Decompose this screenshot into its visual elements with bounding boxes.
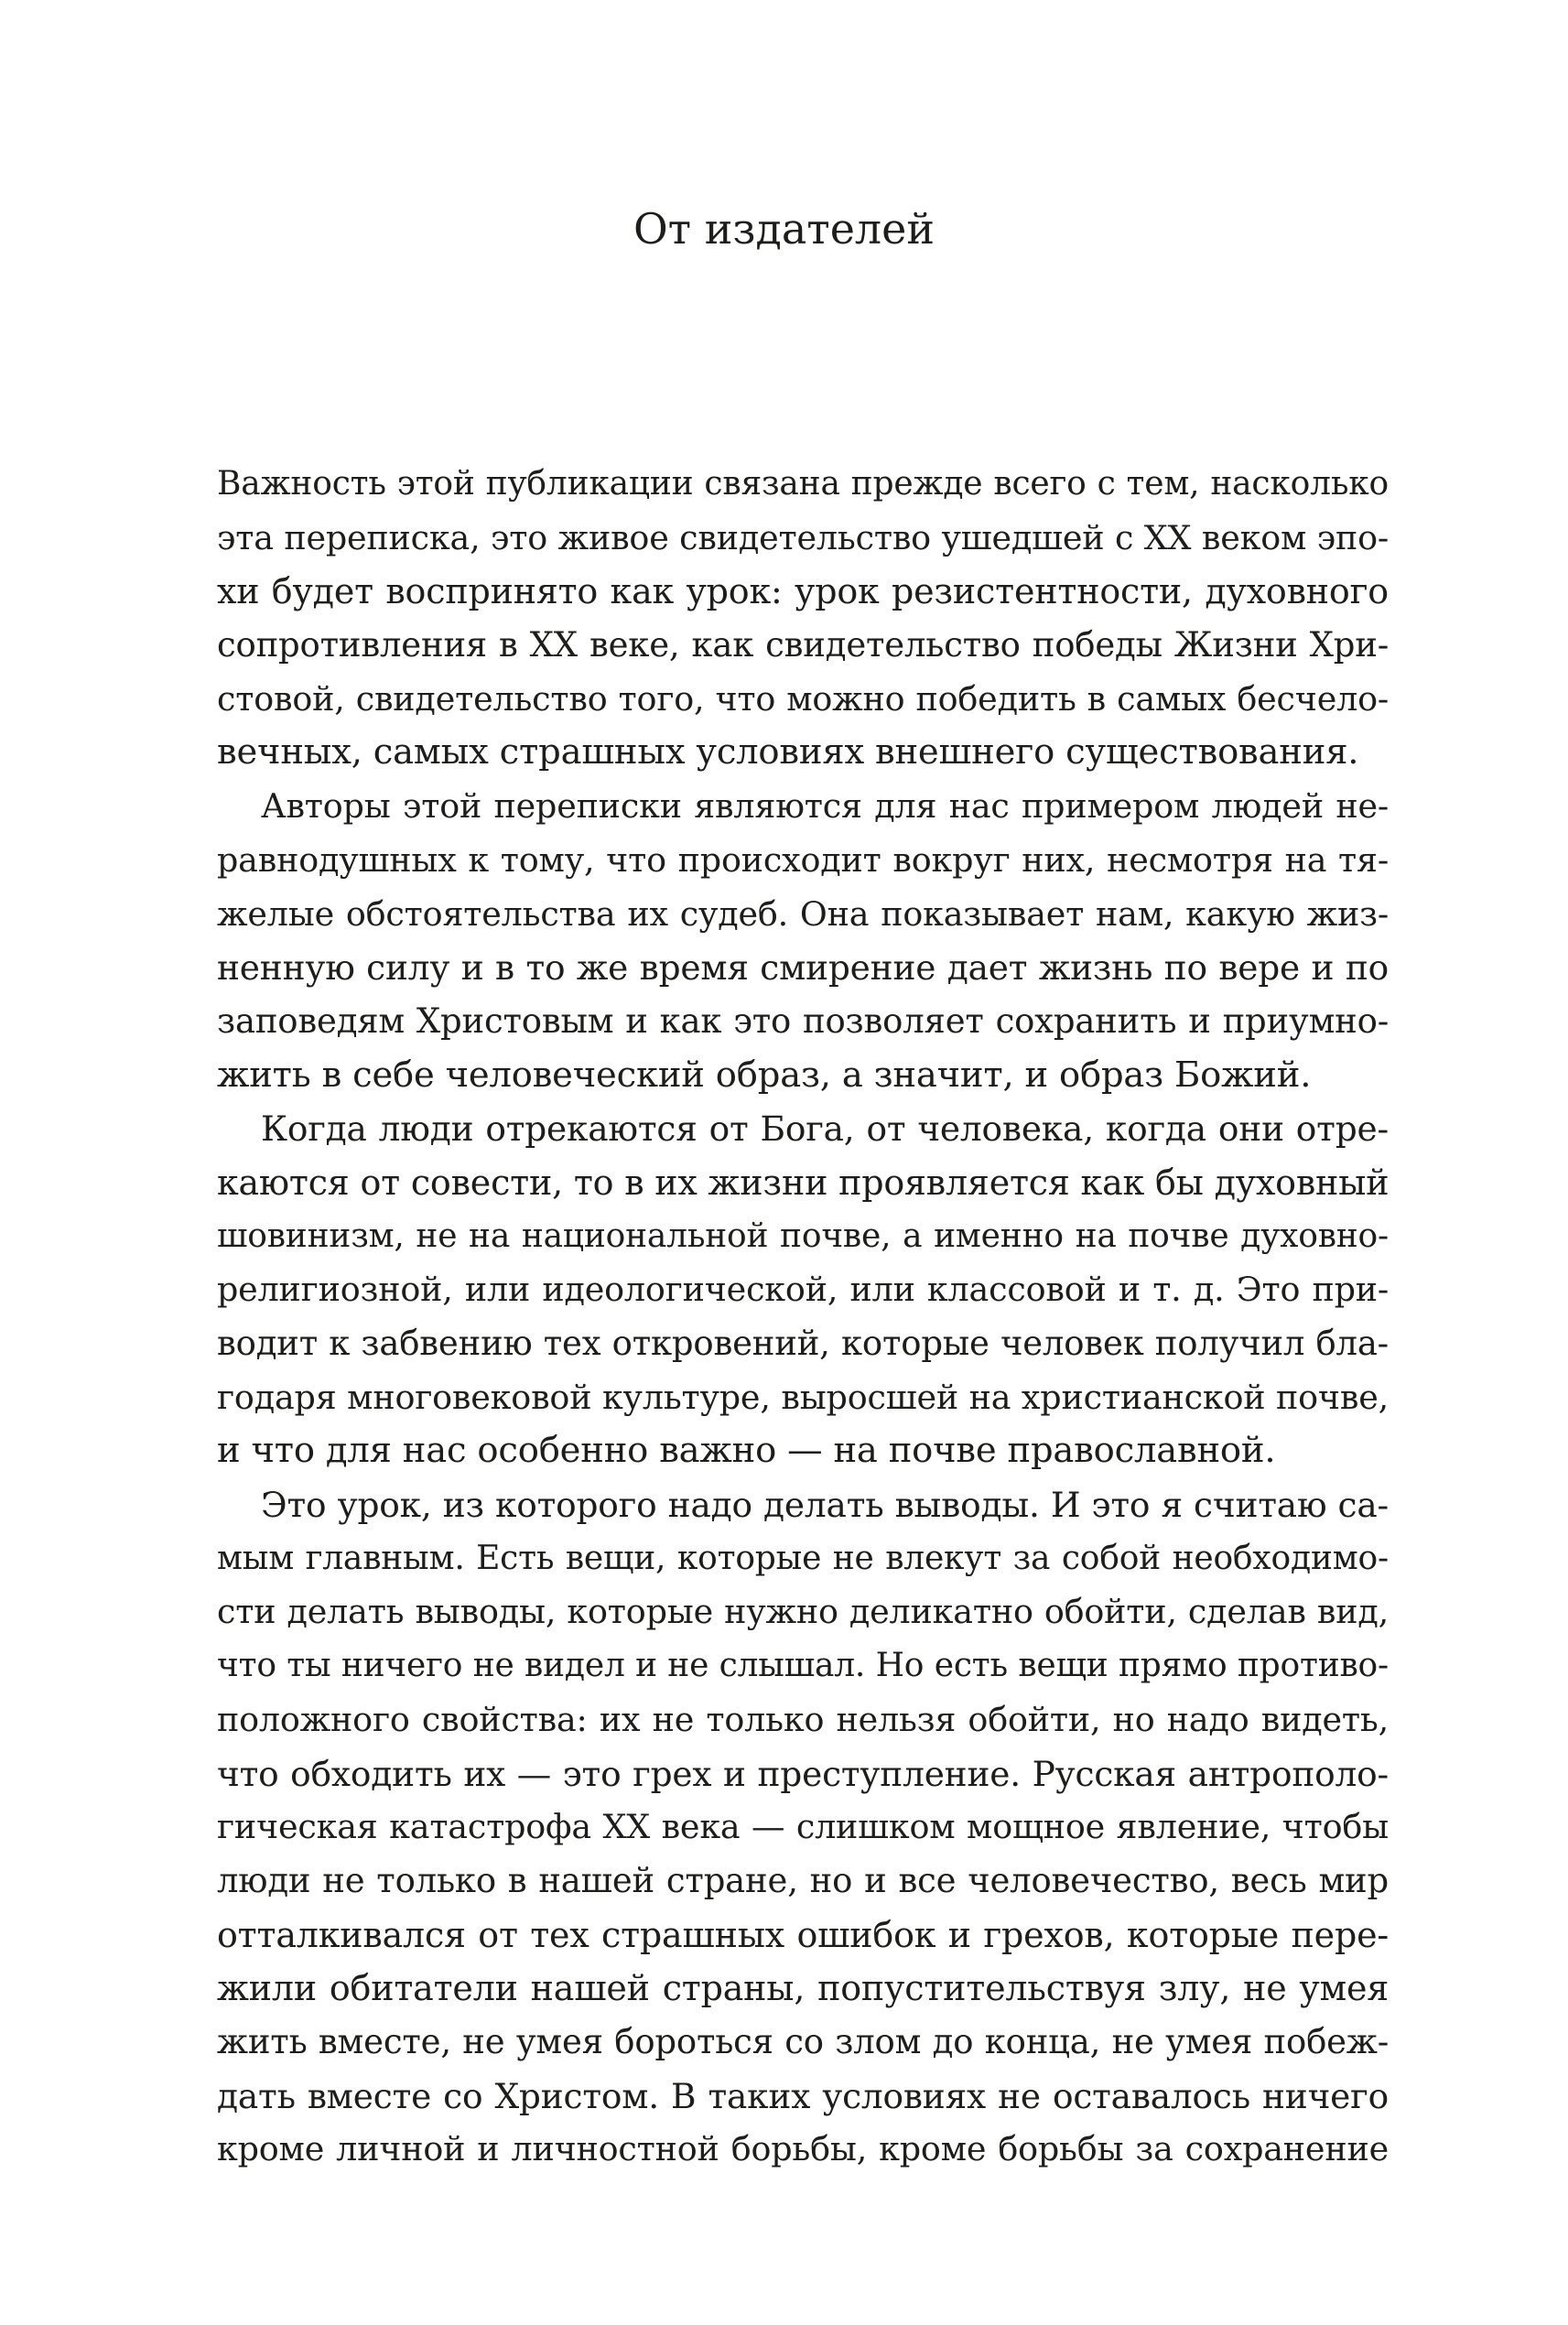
text-line: хи будет воспринято как урок: урок резистентности, духовного xyxy=(217,571,1389,612)
text-line: стовой, свидетельство того, что можно победить в самых бесчело- xyxy=(217,678,1389,719)
text-line: сти делать выводы, которые нужно деликатно обойти, сделав вид, xyxy=(217,1592,1389,1632)
text-line: заповедям Христовым и как это позволяет сохранить и приумно- xyxy=(217,1000,1389,1041)
body-text xyxy=(217,458,1389,2177)
text-line: что обходить их — это грех и преступление. Русская антрополо- xyxy=(217,1753,1389,1794)
text-line: сопротивления в XX веке, как свидетельство победы Жизни Хри- xyxy=(217,625,1389,665)
text-line: что ты ничего не видел и не слышал. Но есть вещи прямо противо- xyxy=(217,1647,1389,1685)
text-line: гическая катастрофа XX века — слишком мощное явление, чтобы xyxy=(217,1807,1389,1847)
text-line: Авторы этой переписки являются для нас примером людей не- xyxy=(261,786,1389,827)
text-line: Когда люди отрекаются от Бога, от человека, когда они отре- xyxy=(261,1108,1389,1150)
text-line: водит к забвению тех откровений, которые человек получил бла- xyxy=(217,1324,1389,1363)
text-line: желые обстоятельства их судеб. Она показывает нам, какую жиз- xyxy=(217,893,1389,934)
text-line: кроме личной и личностной борьбы, кроме борьбы за сохранение xyxy=(217,2129,1389,2169)
text-line: отталкивался от тех страшных ошибок и грехов, которые пере- xyxy=(217,1914,1389,1955)
text-line: ненную силу и в то же время смирение дает жизнь по вере и по xyxy=(217,947,1389,989)
text-line: дать вместе со Христом. В таких условиях не оставалось ничего xyxy=(217,2075,1389,2116)
text-line: жили обитатели нашей страны, попустительствуя злу, не умея xyxy=(217,1968,1389,2009)
text-line: Важность этой публикации связана прежде всего с тем, насколько xyxy=(217,465,1389,503)
text-line: жить вместе, не умея бороться со злом до конца, не умея побеж- xyxy=(217,2021,1389,2061)
text-line: религиозной, или идеологической, или классовой и т. д. Это при- xyxy=(217,1270,1389,1310)
page-title: От издателей xyxy=(633,204,935,254)
text-line: люди не только в нашей стране, но и все человечество, весь мир xyxy=(217,1860,1389,1900)
text-line: каются от совести, то в их жизни проявляется как бы духовный xyxy=(217,1162,1390,1203)
text-line: вечных, самых страшных условиях внешнего существования. xyxy=(217,731,1359,773)
text-line: Это урок, из которого надо делать выводы. И это я считаю са- xyxy=(261,1485,1389,1526)
text-line: годаря многовековой культуре, выросшей на христианской почве, xyxy=(217,1377,1389,1417)
text-line: жить в себе человеческий образ, а значит, и образ Божий. xyxy=(217,1054,1312,1096)
text-line: шовинизм, не на национальной почве, а именно на почве духовно- xyxy=(217,1217,1389,1255)
text-line: равнодушных к тому, что происходит вокруг них, несмотря на тя- xyxy=(217,839,1389,880)
text-line: и что для нас особенно важно — на почве православной. xyxy=(217,1430,1276,1472)
text-line: положного свойства: их не только нельзя обойти, но надо видеть, xyxy=(217,1699,1389,1739)
text-line: мым главным. Есть вещи, которые не влекут за собой необходимо- xyxy=(217,1539,1389,1577)
text-line: эта переписка, это живое свидетельство ушедшей с XX веком эпо- xyxy=(217,517,1389,557)
